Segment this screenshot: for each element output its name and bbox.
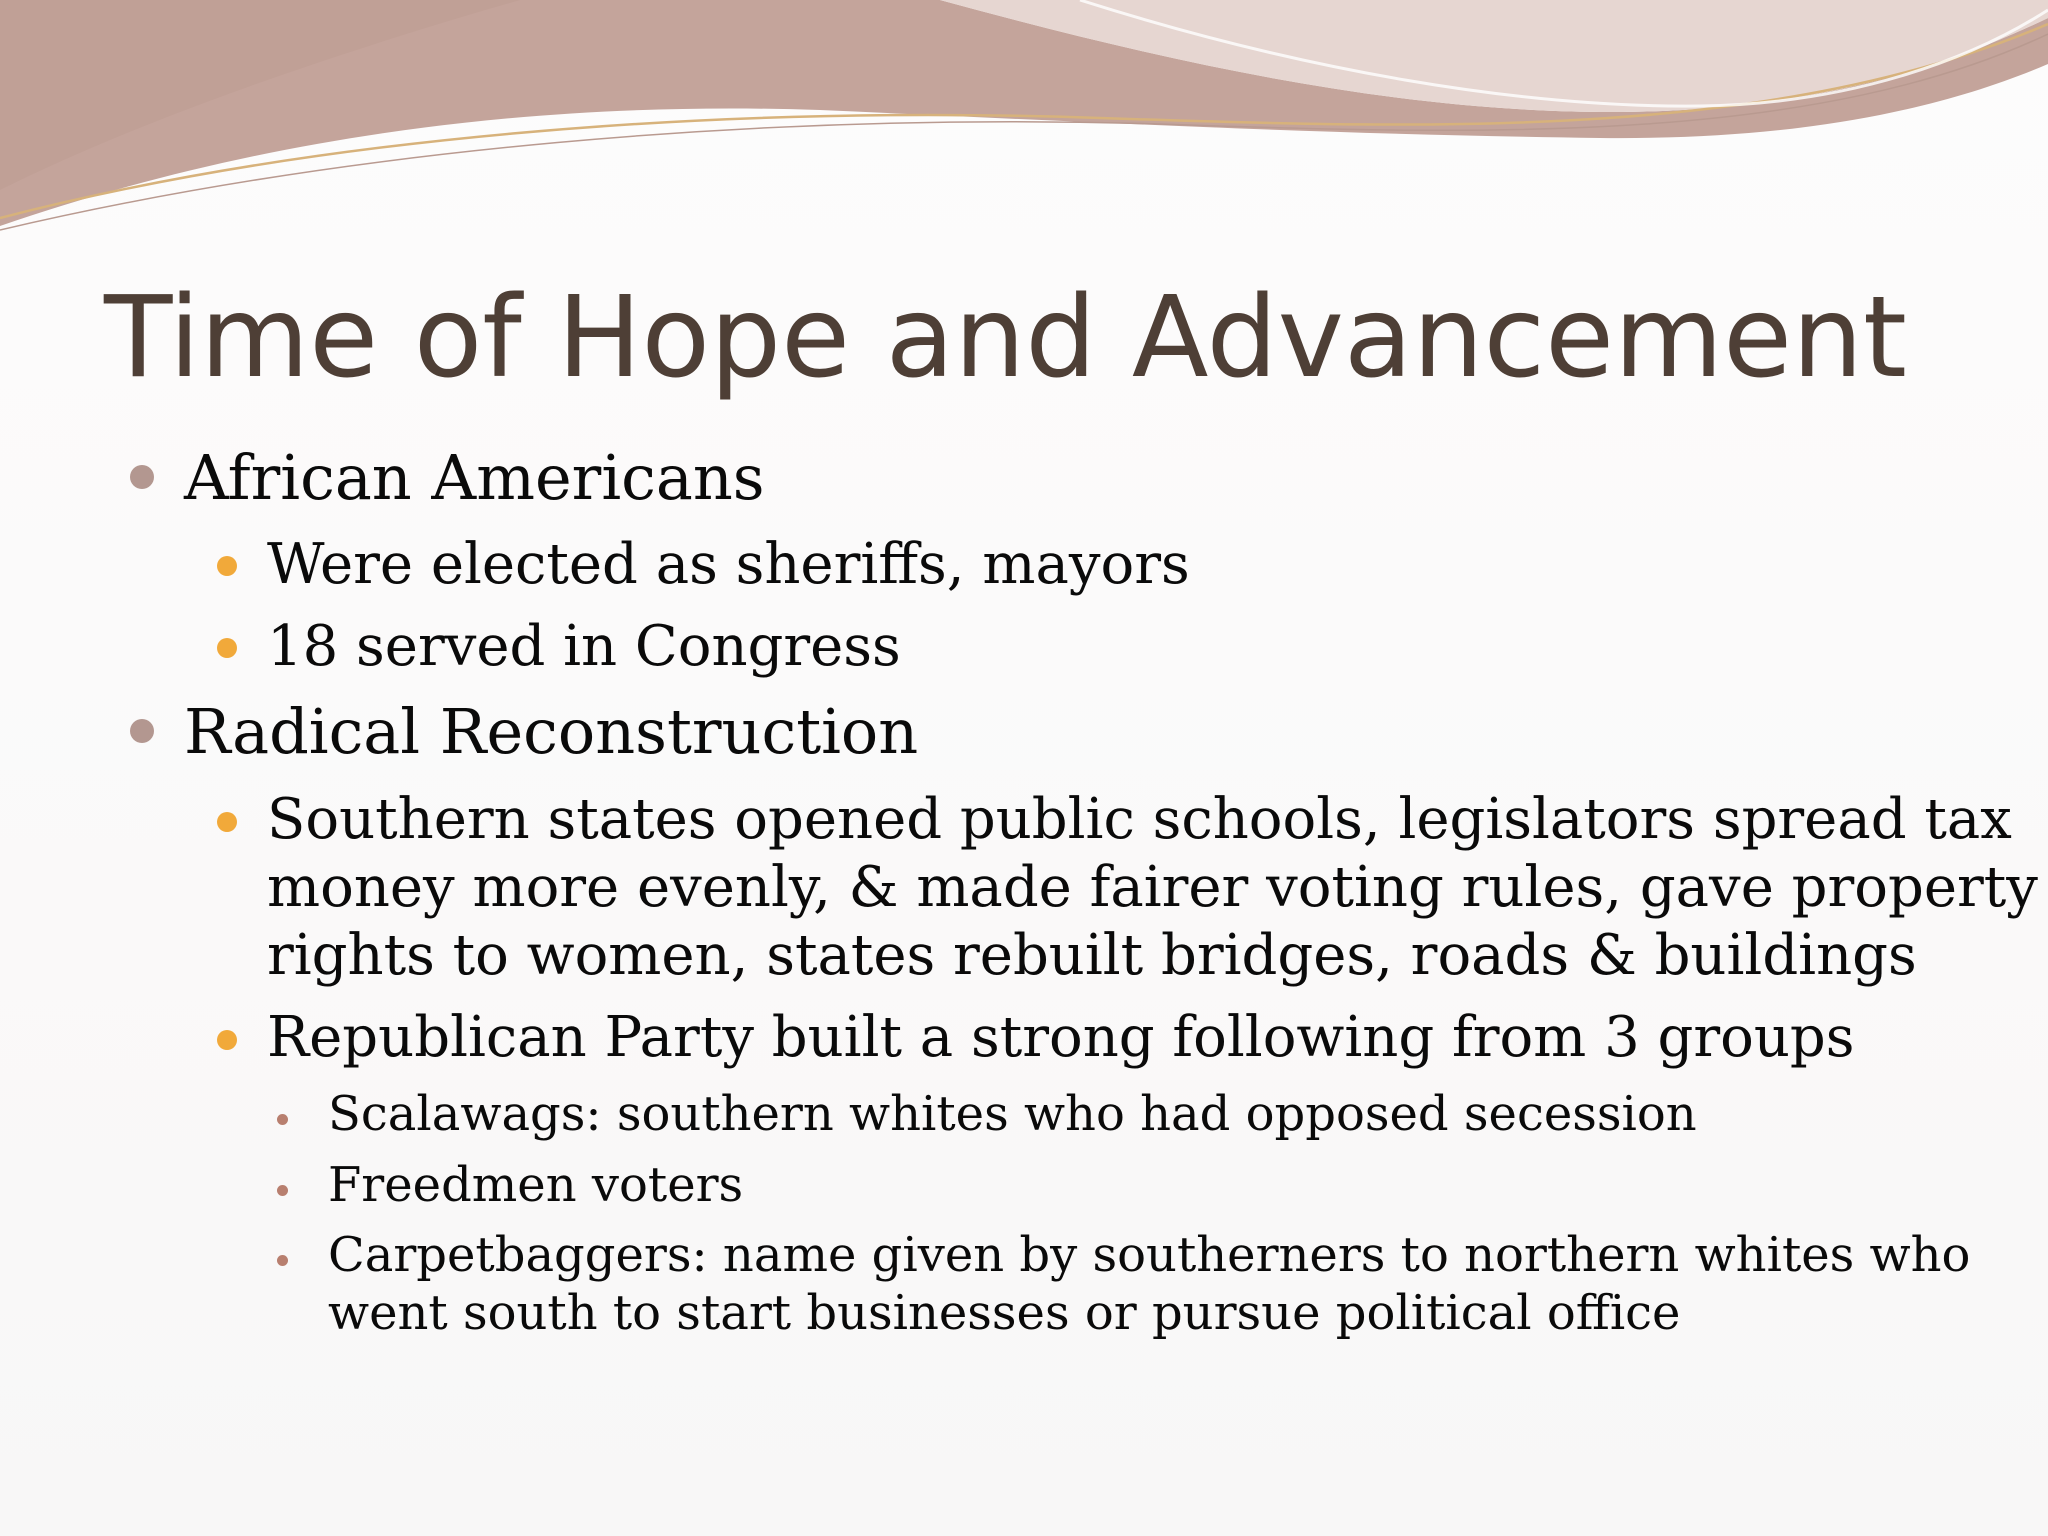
sub-bullet-dot-icon — [217, 556, 237, 576]
bullet-text-african-americans: African Americans — [184, 441, 765, 514]
sub-sub-bullet-text: Freedmen voters — [328, 1157, 744, 1213]
sub-sub-bullet-text-line-1: Carpetbaggers: name given by southerners to northern whites who — [328, 1227, 1971, 1283]
sub-bullet-dot-icon — [217, 812, 237, 832]
sub-sub-bullet-text: Scalawags: southern whites who had opposed secession — [328, 1086, 1697, 1142]
sub-bullet-text: 18 served in Congress — [267, 614, 901, 679]
sub-bullet-dot-icon — [217, 1030, 237, 1050]
sub-sub-bullet-text-line-2: went south to start businesses or pursue political office — [328, 1285, 1681, 1341]
sub-bullet-text-line-3: rights to women, states rebuilt bridges, roads & buildings — [267, 923, 1917, 988]
bullet-dot-icon — [130, 719, 154, 743]
sub-sub-bullet-dot-icon — [277, 1114, 288, 1125]
bullet-dot-icon — [130, 465, 154, 489]
slide-title: Time of Hope and Advancement — [104, 273, 1907, 403]
sub-bullet-dot-icon — [217, 638, 237, 658]
sub-sub-bullet-dot-icon — [277, 1185, 288, 1196]
sub-bullet-text-line-2: money more evenly, & made fairer voting rules, gave property — [267, 855, 2038, 920]
bullet-text-radical-reconstruction: Radical Reconstruction — [184, 695, 919, 768]
sub-bullet-text-line-1: Southern states opened public schools, legislators spread tax — [267, 787, 2012, 852]
sub-bullet-text: Republican Party built a strong following from 3 groups — [267, 1005, 1855, 1070]
sub-bullet-text: Were elected as sheriffs, mayors — [267, 532, 1190, 597]
sub-sub-bullet-dot-icon — [277, 1255, 288, 1266]
